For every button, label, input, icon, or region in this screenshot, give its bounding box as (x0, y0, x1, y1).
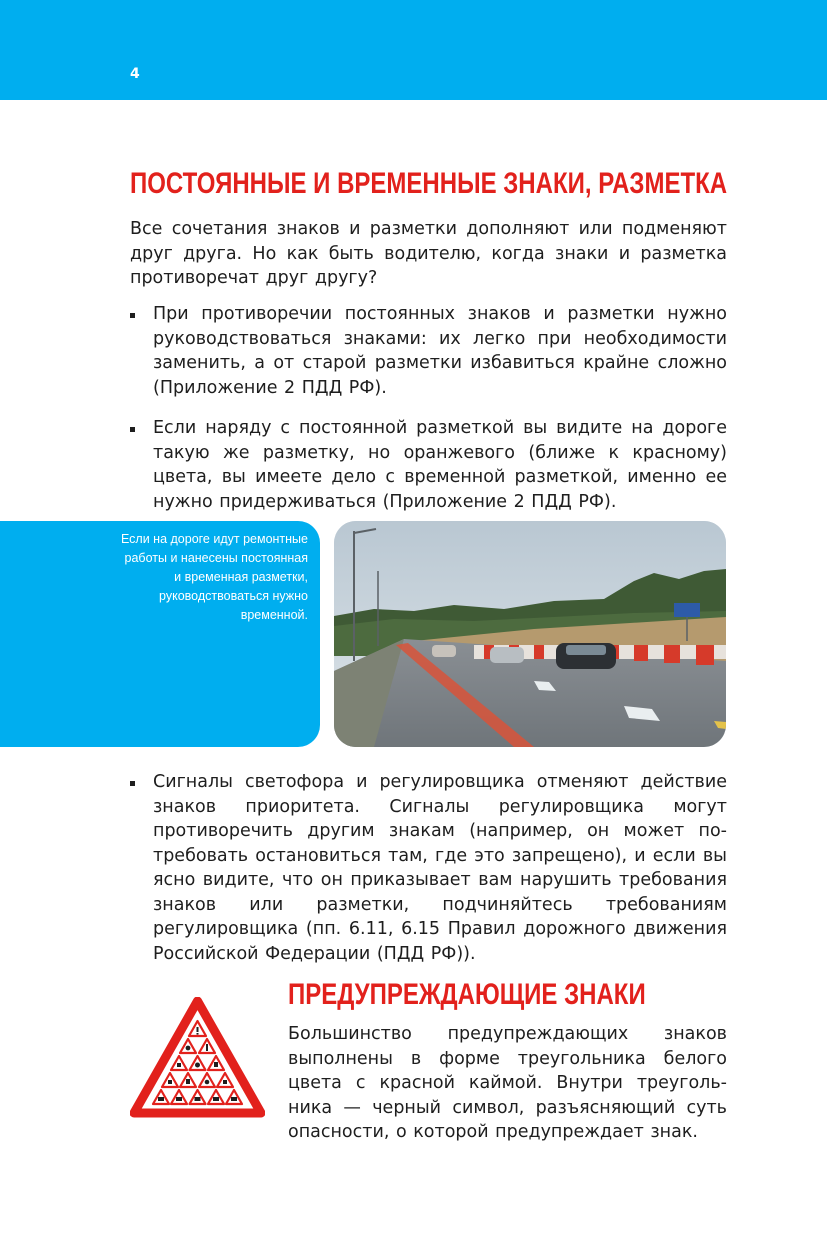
list-item (130, 770, 727, 966)
bullet-text: При противоречии постоянных знаков и разметки нужно руководствоваться знаками: их легко при необходимости заменить, а от старой разметки избавиться крайне сложно (Приложение 2 ПДД РФ). (153, 304, 727, 398)
header-band (0, 0, 827, 100)
list-item (130, 416, 727, 514)
intro-paragraph: Все сочетания знаков и разметки дополняют или подменяют друг друга. Но как быть водителю, когда знаки и разметка противоречат друг другу? (130, 219, 727, 288)
warning-signs-triangle (130, 997, 265, 1119)
bullet-list-traffic-signals (130, 770, 727, 982)
bullet-text: Если наряду с постоянной разметкой вы видите на дороге такую же разметку, но оранжевого (ближе к красному) цвета, вы имеете дело с временной разметкой, именно ее нужно придерживаться (Приложение 2 ПДД РФ). (153, 418, 727, 512)
list-item (130, 302, 727, 400)
page-number: 4 (130, 66, 140, 82)
callout-text: Если на дороге идут ремонтные работы и нанесены постоянная и временная разметки, руководствоваться нужно временной. (120, 532, 308, 622)
bullet-text: Сигналы светофора и регулировщика отменяют действие знаков приоритета. Сигналы регулировщика могут противоречить другим знакам (например, он может потребовать остановиться там, где это запрещено), и если вы ясно видите, что он приказывает вам нарушить требования знаков или разметки, подчиняйтесь требованиям регулировщика (пп. 6.11, 6.15 Правил дорожного движения Российской Федерации (ПДД РФ)). (153, 772, 727, 964)
section-heading-permanent-temporary: ПОСТОЯННЫЕ И ВРЕМЕННЫЕ ЗНАКИ, РАЗМЕТКА (130, 167, 728, 200)
bullet-list-markings (130, 302, 727, 530)
section-heading-warning-signs: ПРЕДУПРЕЖДАЮЩИЕ ЗНАКИ (288, 978, 646, 1011)
warning-signs-paragraph: Большинство предупреждающих знаков выполнены в форме треугольника белого цвета с красной каймой. Внутри треугольника — черный символ, разъясняющий суть опасности, о которой предупреждает знак. (288, 1024, 727, 1142)
road-works-photo (334, 521, 726, 747)
